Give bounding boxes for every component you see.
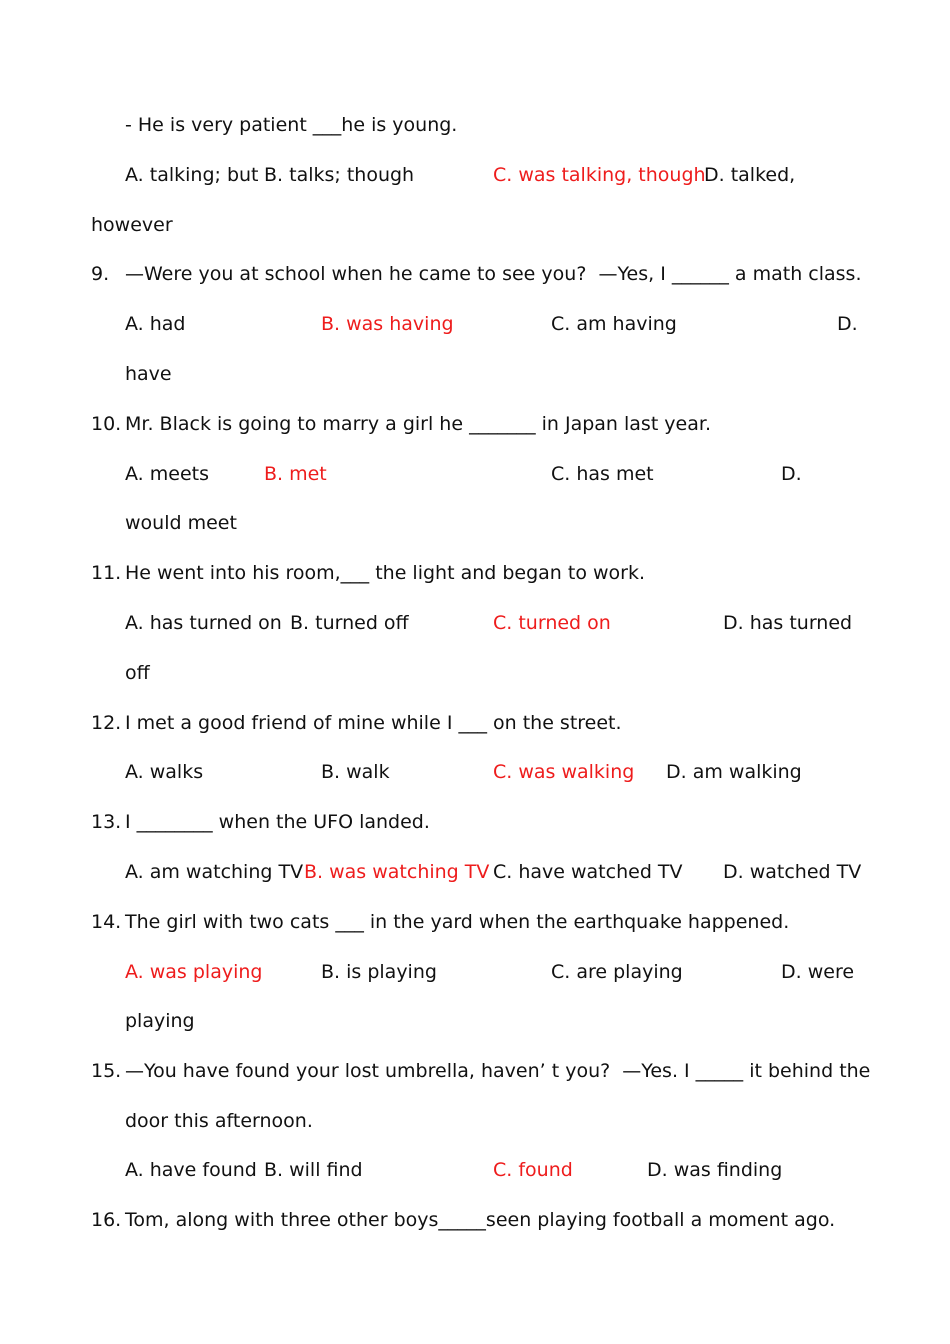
question-number: 10.: [91, 413, 122, 435]
option-c-answer: C. turned on: [493, 612, 611, 634]
question-16: Tom, along with three other boys_____seen playing football a moment ago.: [125, 1209, 836, 1231]
option-d: D. was finding: [647, 1159, 783, 1181]
option-b-answer: B. was having: [321, 313, 454, 335]
option-a-answer: A. was playing: [125, 961, 263, 983]
question-number: 16.: [91, 1209, 122, 1231]
option-b-answer: B. was watching TV: [304, 861, 490, 883]
option-a: A. have found: [125, 1159, 257, 1181]
option-d-continued: playing: [125, 1010, 195, 1032]
option-a: A. talking; but: [125, 164, 259, 186]
question-10: Mr. Black is going to marry a girl he _______ in Japan last year.: [125, 413, 711, 435]
question-15: —You have found your lost umbrella, haven’ t you? —Yes. I _____ it behind the: [125, 1060, 871, 1082]
question-8-tail: - He is very patient ___he is young.: [125, 114, 458, 136]
question-number: 9.: [91, 263, 110, 285]
question-11: He went into his room,___ the light and began to work.: [125, 562, 646, 584]
question-12: I met a good friend of mine while I ___ on the street.: [125, 712, 622, 734]
option-d: D. has turned: [723, 612, 853, 634]
option-b-answer: B. met: [264, 463, 327, 485]
option-a: A. walks: [125, 761, 204, 783]
option-d: D.: [837, 313, 858, 335]
option-a: A. am watching TV: [125, 861, 304, 883]
option-a: A. had: [125, 313, 186, 335]
option-a: A. meets: [125, 463, 209, 485]
option-d-continued: would meet: [125, 512, 237, 534]
option-c-answer: C. was talking, though: [493, 164, 706, 186]
question-13: I ________ when the UFO landed.: [125, 811, 430, 833]
option-c: C. am having: [551, 313, 677, 335]
question-number: 13.: [91, 811, 122, 833]
option-d-continued: have: [125, 363, 172, 385]
option-a: A. has turned on: [125, 612, 282, 634]
option-d: D. am walking: [666, 761, 802, 783]
question-number: 11.: [91, 562, 122, 584]
option-d: D. talked,: [704, 164, 796, 186]
option-c-answer: C. was walking: [493, 761, 635, 783]
option-d: D.: [781, 463, 802, 485]
option-b: B. will find: [264, 1159, 363, 1181]
option-d: D. were: [781, 961, 855, 983]
question-number: 14.: [91, 911, 122, 933]
option-d-continued: however: [91, 214, 173, 236]
option-c-answer: C. found: [493, 1159, 573, 1181]
question-15-continued: door this afternoon.: [125, 1110, 313, 1132]
option-c: C. have watched TV: [493, 861, 683, 883]
option-d: D. watched TV: [723, 861, 862, 883]
question-14: The girl with two cats ___ in the yard when the earthquake happened.: [125, 911, 790, 933]
question-9: —Were you at school when he came to see you? —Yes, I ______ a math class.: [125, 263, 862, 285]
option-d-continued: off: [125, 662, 150, 684]
option-c: C. are playing: [551, 961, 683, 983]
option-b: B. walk: [321, 761, 390, 783]
option-c: C. has met: [551, 463, 654, 485]
option-b: B. is playing: [321, 961, 437, 983]
question-number: 15.: [91, 1060, 122, 1082]
question-number: 12.: [91, 712, 122, 734]
option-b: B. talks; though: [264, 164, 415, 186]
option-b: B. turned off: [290, 612, 409, 634]
